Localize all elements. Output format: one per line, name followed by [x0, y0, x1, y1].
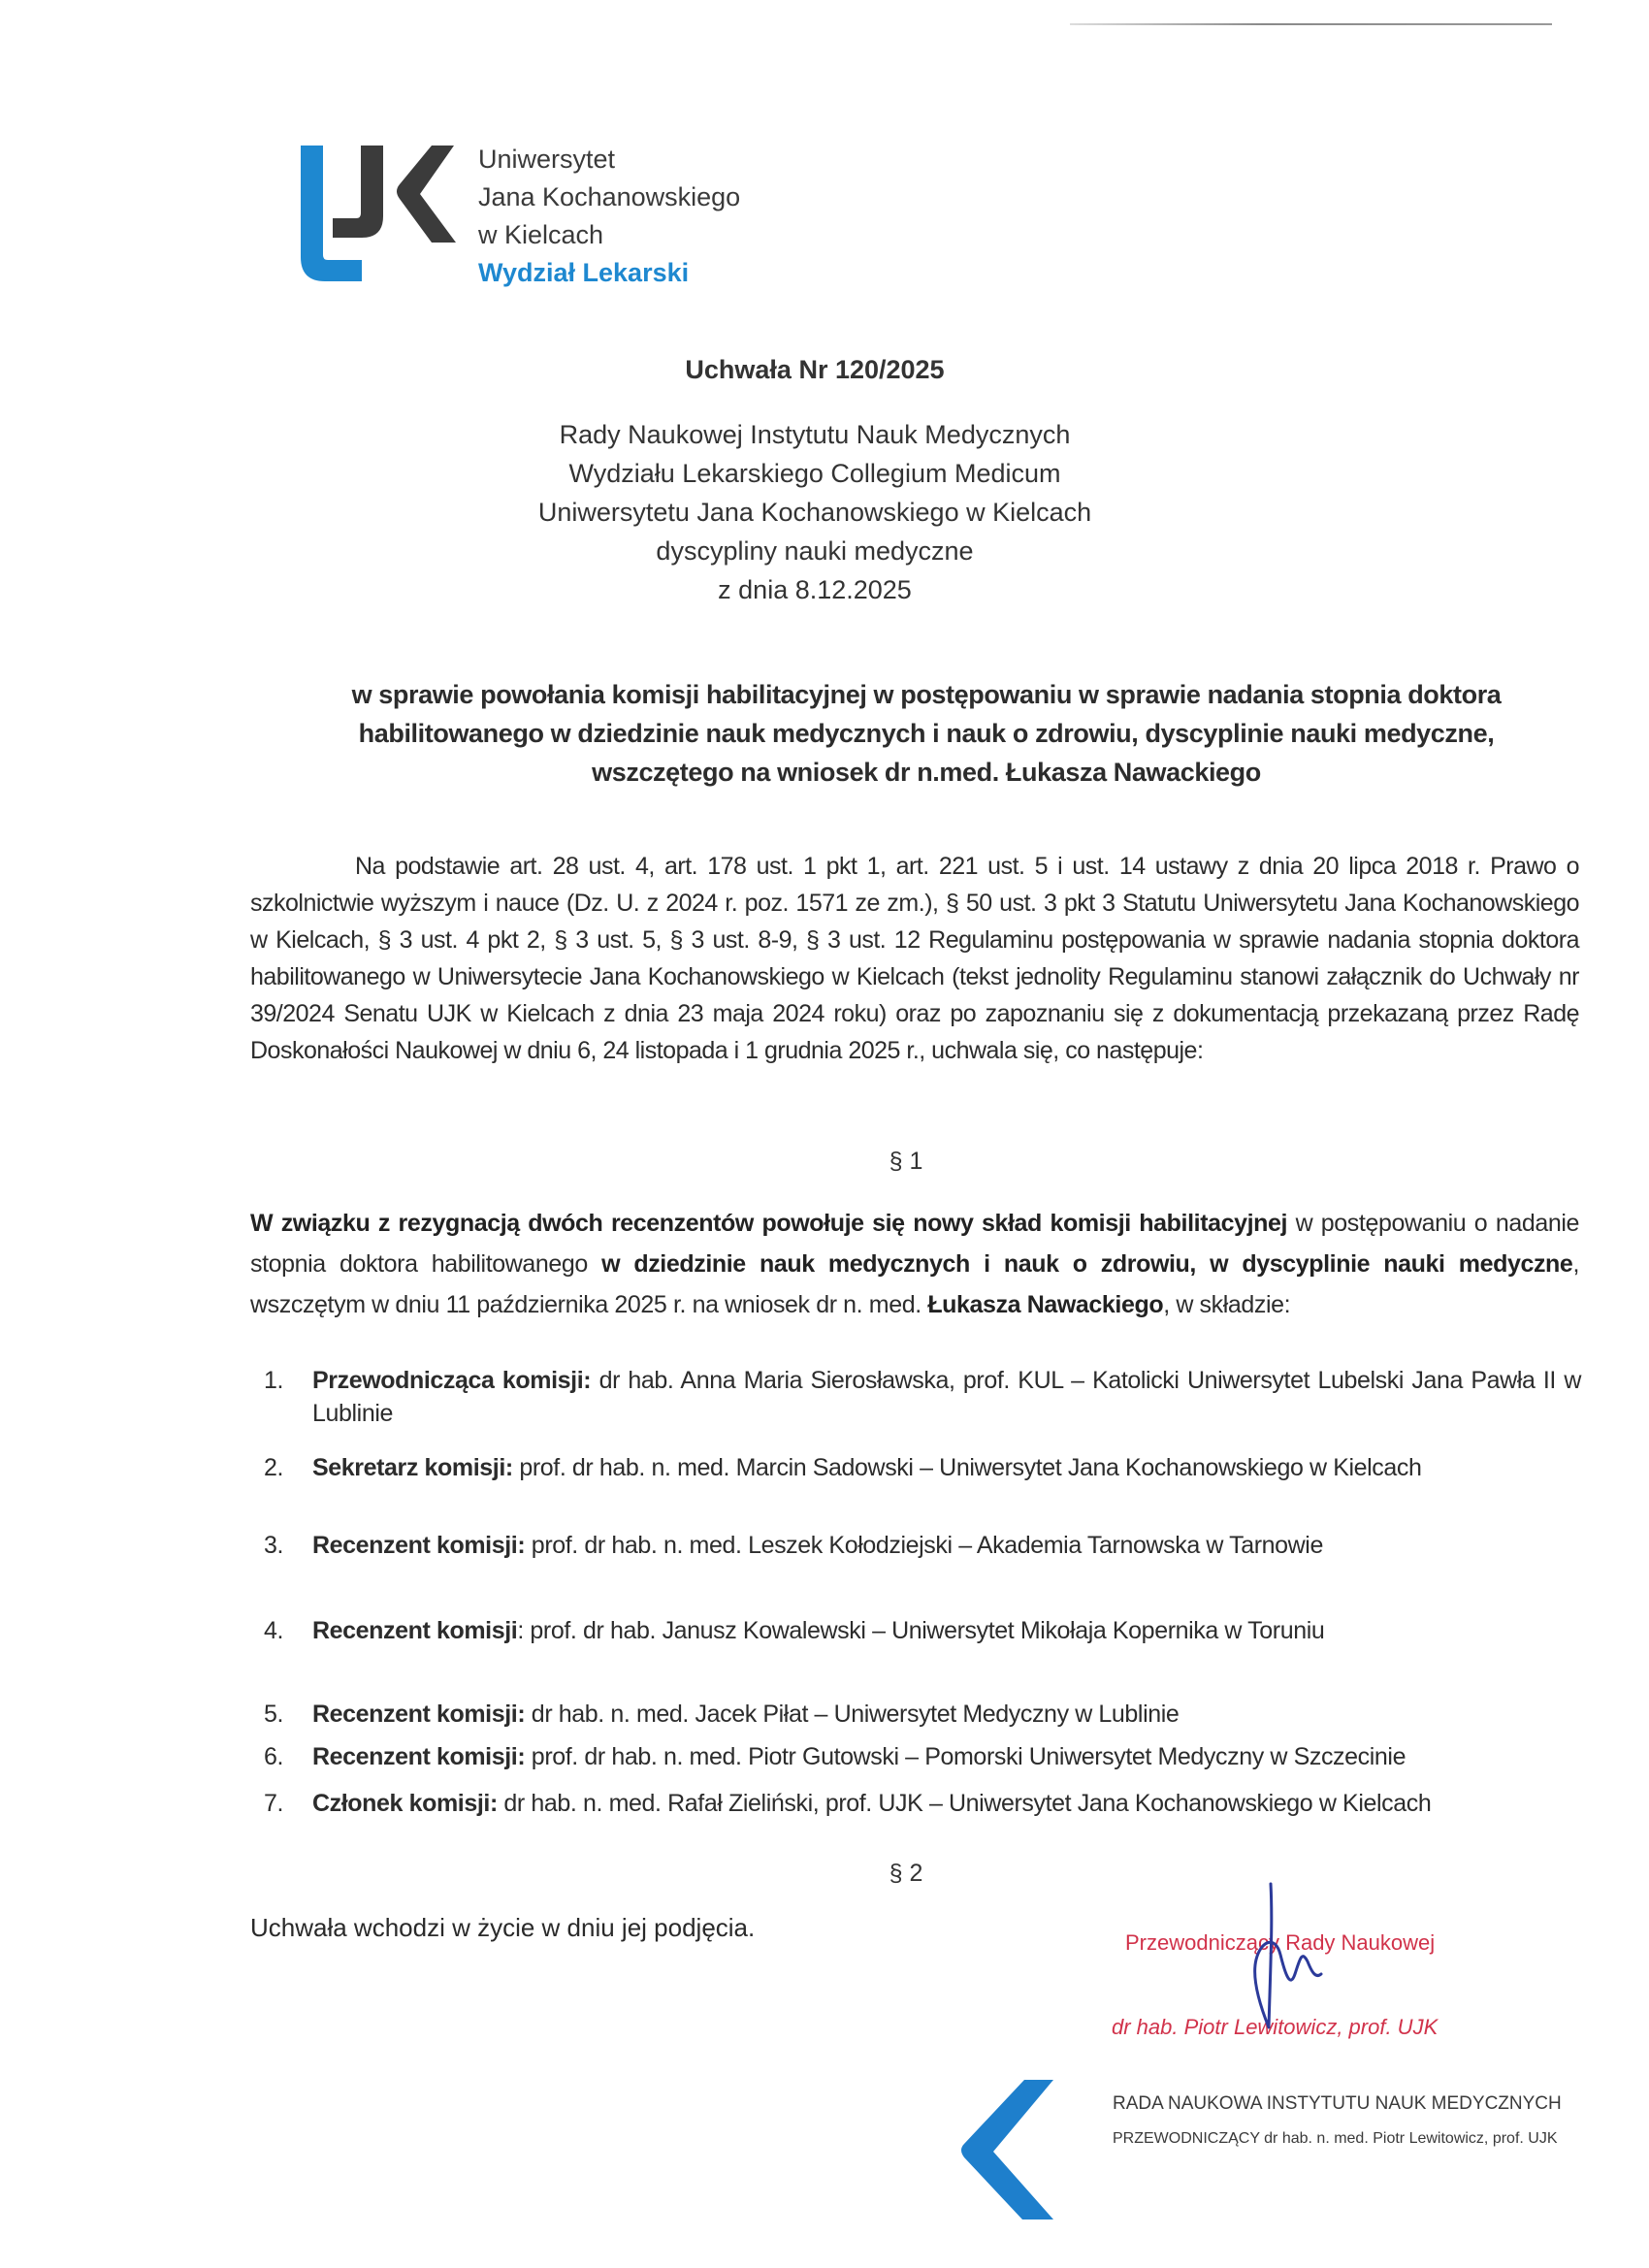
- committee-member: [260, 1529, 1581, 1614]
- member-number: 7.: [264, 1790, 284, 1817]
- intro-text: , w składzie:: [1163, 1291, 1291, 1318]
- member-details: : prof. dr hab. Janusz Kowalewski – Uniwersytet Mikołaja Kopernika w Toruniu: [517, 1617, 1325, 1644]
- member-number: 5.: [264, 1701, 284, 1728]
- member-number: 2.: [264, 1454, 284, 1481]
- issuer-line: Uniwersytetu Jana Kochanowskiego w Kielcach: [537, 498, 1092, 527]
- intro-bold: w dziedzinie nauk medycznych i nauk o zdrowiu, w dyscyplinie nauki medyczne: [601, 1250, 1573, 1278]
- resolution-title: Uchwała Nr 120/2025: [685, 355, 945, 384]
- footer-chairman: PRZEWODNICZĄCY dr hab. n. med. Piotr Lewitowicz, prof. UJK: [1113, 2130, 1558, 2147]
- member-role: Sekretarz komisji:: [312, 1454, 513, 1481]
- committee-members-list: [260, 1364, 1581, 1855]
- university-name: [478, 141, 740, 292]
- section-1-mark: § 1: [889, 1148, 923, 1175]
- committee-member: [260, 1451, 1581, 1529]
- committee-member: [260, 1698, 1581, 1740]
- subject-line: w sprawie powołania komisji habilitacyjnej w postępowaniu w sprawie nadania stopnia doktora: [351, 680, 1502, 709]
- member-number: 4.: [264, 1617, 284, 1644]
- member-role: Recenzent komisji:: [312, 1532, 526, 1559]
- logo-line-2: Jana Kochanowskiego: [478, 182, 741, 211]
- logo-line-1: Uniwersytet: [478, 145, 616, 174]
- member-role: Recenzent komisji: [312, 1617, 518, 1644]
- committee-member: [260, 1787, 1581, 1855]
- subject-line: wszczętego na wniosek dr n.med. Łukasza Nawackiego: [592, 758, 1261, 787]
- intro-bold: W związku z rezygnacją dwóch recenzentów powołuje się nowy skład komisji habilitacyjnej: [250, 1210, 1288, 1237]
- member-number: 1.: [264, 1367, 284, 1394]
- member-details: dr hab. n. med. Rafał Zieliński, prof. UJK – Uniwersytet Jana Kochanowskiego w Kielcach: [497, 1790, 1432, 1817]
- section-1-intro: [250, 1203, 1579, 1325]
- ujk-logo-icon: [296, 141, 470, 286]
- committee-member: [260, 1740, 1581, 1787]
- member-details: dr hab. n. med. Jacek Piłat – Uniwersytet Medyczny w Lublinie: [525, 1701, 1180, 1728]
- member-details: prof. dr hab. n. med. Piotr Gutowski – Pomorski Uniwersytet Medyczny w Szczecinie: [525, 1743, 1406, 1770]
- handwritten-signature-icon: [1242, 1882, 1358, 2037]
- committee-member: [260, 1364, 1581, 1451]
- subject-line: habilitowanego w dziedzinie nauk medycznych i nauk o zdrowiu, dyscyplinie nauki medyczne,: [358, 719, 1495, 748]
- member-role: Recenzent komisji:: [312, 1701, 526, 1728]
- signatory-name-stamp: dr hab. Piotr Lewitowicz, prof. UJK: [1112, 2015, 1439, 2039]
- section-2-mark: § 2: [889, 1860, 923, 1887]
- committee-member: [260, 1614, 1581, 1698]
- member-role: Przewodnicząca komisji:: [312, 1367, 592, 1394]
- member-role: Członek komisji:: [312, 1790, 498, 1817]
- signatory-role-stamp: Przewodniczący Rady Naukowej: [1125, 1930, 1436, 1955]
- ujk-chevron-icon: [958, 2078, 1057, 2221]
- member-details: prof. dr hab. n. med. Marcin Sadowski – Uniwersytet Jana Kochanowskiego w Kielcach: [512, 1454, 1422, 1481]
- logo-line-3: w Kielcach: [478, 220, 604, 249]
- top-rule: [1070, 23, 1552, 25]
- effective-clause: Uchwała wchodzi w życie w dniu jej podjęcia.: [250, 1913, 756, 1942]
- footer-council-name: RADA NAUKOWA INSTYTUTU NAUK MEDYCZNYCH: [1113, 2093, 1562, 2114]
- member-number: 3.: [264, 1532, 284, 1559]
- resolution-date: z dnia 8.12.2025: [718, 575, 912, 604]
- issuer-line: dyscypliny nauki medyczne: [656, 536, 974, 566]
- faculty-name: Wydział Lekarski: [478, 258, 690, 287]
- intro-text: , wszczętym w dniu 11 października 2025 r. na wniosek dr n. med.: [250, 1250, 1579, 1318]
- candidate-name: Łukasza Nawackiego: [927, 1291, 1164, 1318]
- resolution-issuer: [0, 415, 1649, 609]
- member-details: prof. dr hab. n. med. Leszek Kołodziejski – Akademia Tarnowska w Tarnowie: [525, 1532, 1323, 1559]
- member-role: Recenzent komisji:: [312, 1743, 526, 1770]
- legal-basis-paragraph: Na podstawie art. 28 ust. 4, art. 178 ust. 1 pkt 1, art. 221 ust. 5 i ust. 14 ustawy z dnia 20 lipca 2018 r. Prawo o szkolnictwie wyższym i nauce (Dz. U. z 2024 r. poz. 1571 ze zm.), § 50 ust. 3 pkt 3 Statutu Uniwersytetu Jana Kochanowskiego w Kielcach, § 3 ust. 4 pkt 2, § 3 ust. 5, § 3 ust. 8-9, § 3 ust. 12 Regulaminu postępowania w sprawie nadania stopnia doktora habilitowanego w Uniwersytecie Jana Kochanowskiego w Kielcach (tekst jednolity Regulaminu stanowi załącznik do Uchwały nr 39/2024 Senatu UJK w Kielcach z dnia 23 maja 2024 roku) oraz po zapoznaniu się z dokumentacją przekazaną przez Radę Doskonałości Naukowej w dniu 6, 24 listopada i 1 grudnia 2025 r., uchwala się, co następuje:: [250, 853, 1579, 1064]
- member-number: 6.: [264, 1743, 284, 1770]
- resolution-subject: [262, 675, 1591, 792]
- intro-text: w postępowaniu o nadanie stopnia doktora habilitowanego: [250, 1210, 1579, 1278]
- member-details: dr hab. Anna Maria Sierosławska, prof. KUL – Katolicki Uniwersytet Lubelski Jana Pawła II w Lublinie: [312, 1367, 1582, 1427]
- issuer-line: Wydziału Lekarskiego Collegium Medicum: [568, 459, 1061, 488]
- issuer-line: Rady Naukowej Instytutu Nauk Medycznych: [559, 420, 1071, 449]
